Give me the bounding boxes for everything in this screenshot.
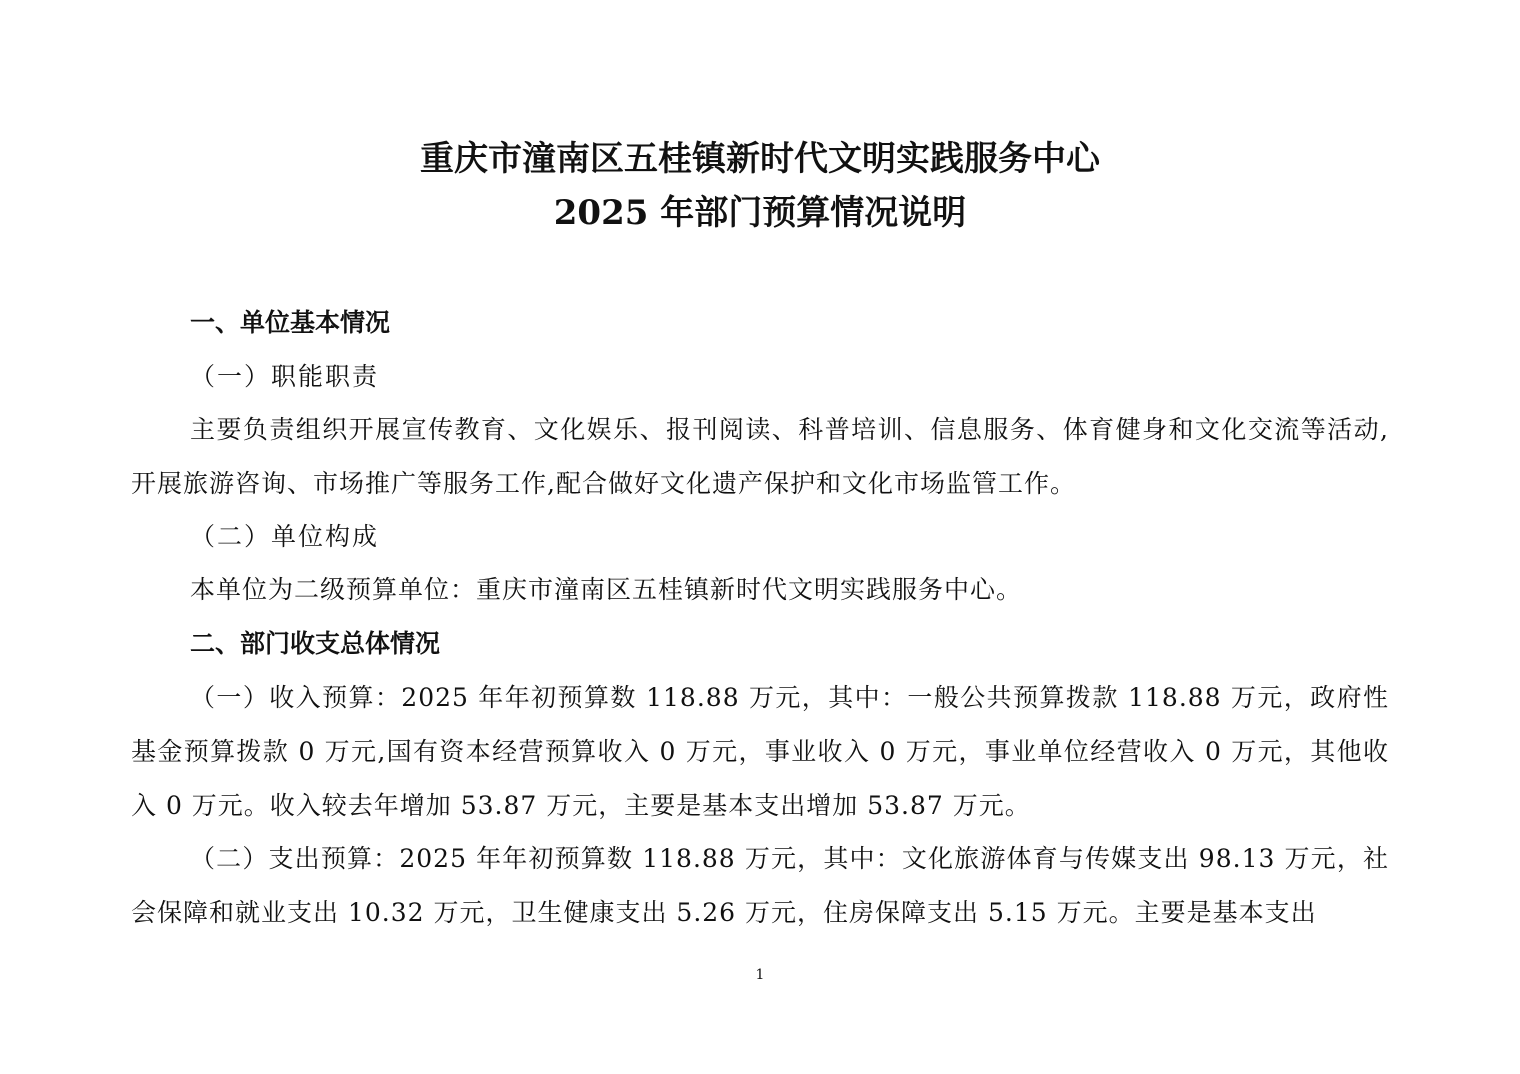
section-1-heading: 一、单位基本情况 xyxy=(190,308,391,337)
section-1-sub-2: （二）单位构成 xyxy=(190,522,380,551)
section-2-paragraph-1: （一）收入预算：2025 年年初预算数 118.88 万元，其中：一般公共预算拨款 118.88 万元，政府性基金预算拨款 0 万元,国有资本经营预算收入 0 万元，事业收入 0 万元，事业单位经营收入 0 万元，其他收入 0 万元。收入较去年增加 53.87 万元，主要是基本支出增加 53.87 万元。 xyxy=(131,683,1389,820)
document-title-line-1: 重庆市潼南区五桂镇新时代文明实践服务中心 xyxy=(420,139,1100,179)
section-1-paragraph-2: 本单位为二级预算单位：重庆市潼南区五桂镇新时代文明实践服务中心。 xyxy=(190,575,1023,604)
section-1-sub-1: （一）职能职责 xyxy=(190,362,380,391)
section-2-paragraph-2: （二）支出预算：2025 年年初预算数 118.88 万元，其中：文化旅游体育与传媒支出 98.13 万元，社会保障和就业支出 10.32 万元，卫生健康支出 5.26 万元，住房保障支出 5.15 万元。主要是基本支出 xyxy=(131,844,1389,927)
section-1-paragraph-1: 主要负责组织开展宣传教育、文化娱乐、报刊阅读、科普培训、信息服务、体育健身和文化交流等活动,开展旅游咨询、市场推广等服务工作,配合做好文化遗产保护和文化市场监管工作。 xyxy=(131,415,1389,498)
document-title-line-2: 2025 年部门预算情况说明 xyxy=(553,193,967,233)
page-number: 1 xyxy=(755,967,765,983)
section-2-heading: 二、部门收支总体情况 xyxy=(190,629,441,658)
